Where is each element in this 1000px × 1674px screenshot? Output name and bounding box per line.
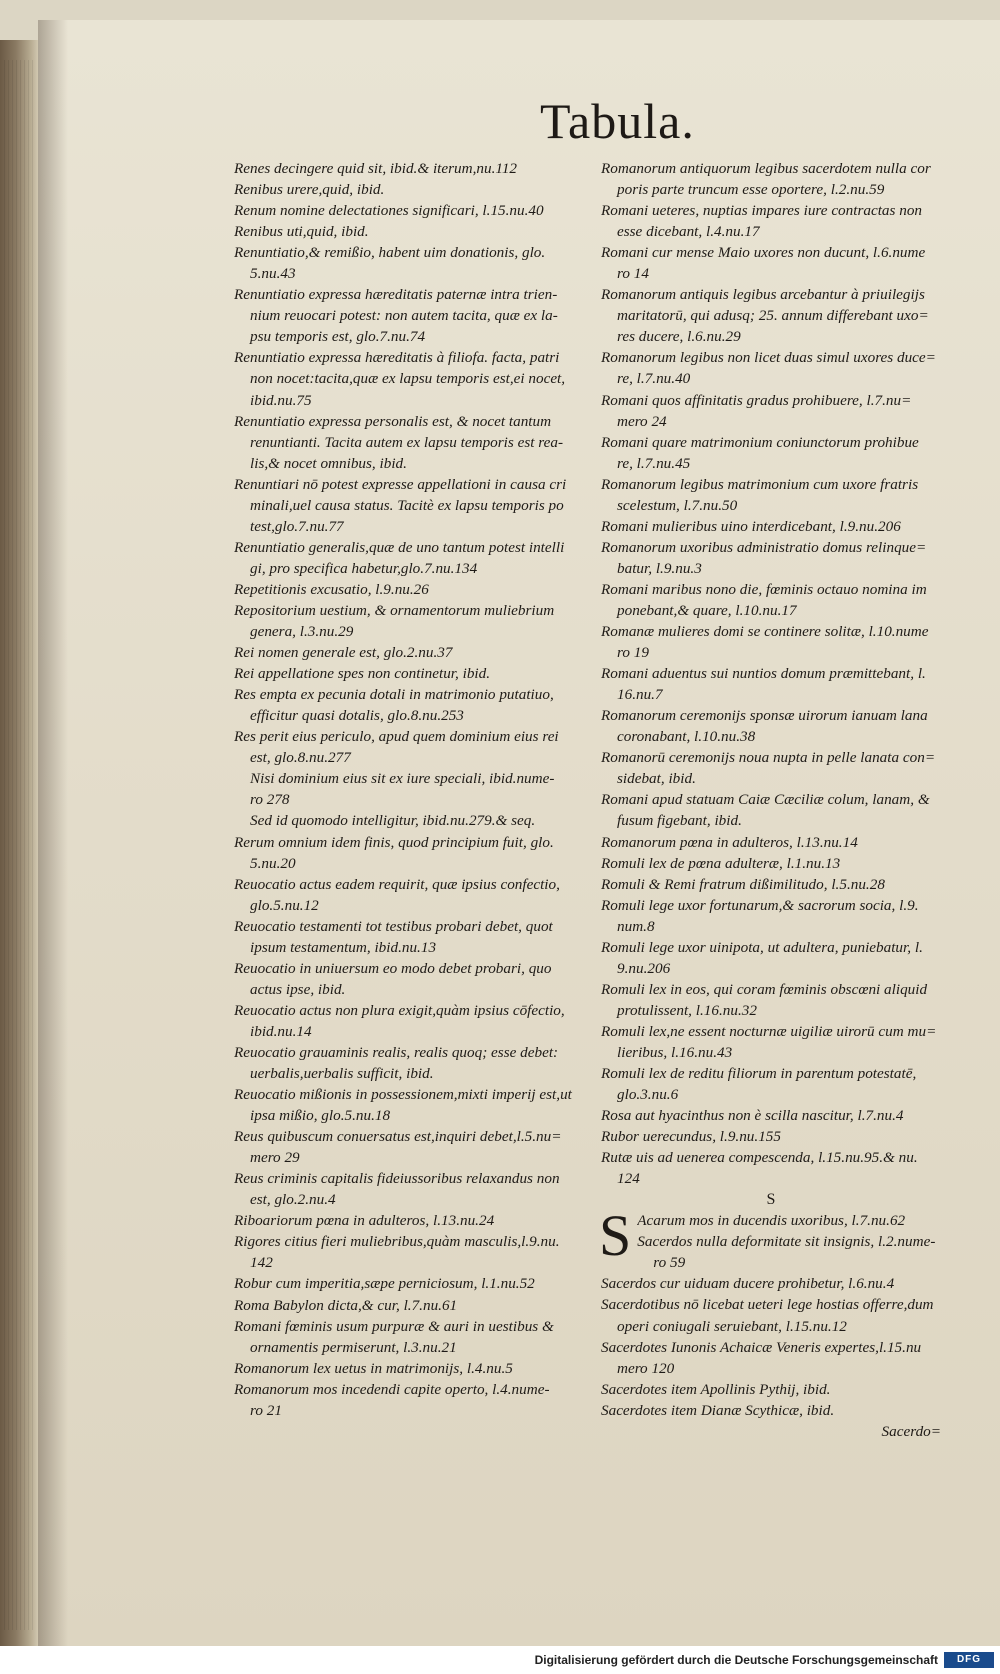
index-line: 16.nu.7 <box>617 686 663 704</box>
index-line: scelestum, l.7.nu.50 <box>617 496 738 514</box>
index-line: ponebant,& quare, l.10.nu.17 <box>617 601 797 619</box>
index-line: Sacerdotes item Dianæ Scythicæ, ibid. <box>601 1401 835 1419</box>
index-line: maritatorū, qui adusq; 25. annum differebant uxo= <box>617 307 929 325</box>
index-line: Romanorum lex uetus in matrimonijs, l.4.nu.5 <box>234 1359 513 1377</box>
index-line: Res perit eius periculo, apud quem dominium eius rei <box>234 728 559 746</box>
index-line: Romanorum ceremonijs sponsæ uirorum ianuam lana <box>601 707 928 725</box>
drop-cap-s: S <box>599 1203 632 1269</box>
index-line: Romanorum antiquis legibus arcebantur à priuilegijs <box>601 286 925 304</box>
index-line: Rutæ uis ad uenerea compescenda, l.15.nu.95.& nu. <box>601 1149 918 1167</box>
index-line: 5.nu.43 <box>250 265 296 283</box>
index-line: Rerum omnium idem finis, quod principium fuit, glo. <box>234 833 554 851</box>
index-line: Renum nomine delectationes significari, l.15.nu.40 <box>234 202 544 220</box>
index-line: esse dicebant, l.4.nu.17 <box>617 223 760 241</box>
index-line: Sacerdotibus nō licebat ueteri lege hostias offerre,dum <box>601 1296 934 1314</box>
index-line: Romani quare matrimonium coniunctorum prohibue <box>601 433 919 451</box>
page-title: Tabula. <box>540 93 695 149</box>
index-line: Romuli lex in eos, qui coram fœminis obscœni aliquid <box>601 980 928 998</box>
footer-credit: Digitalisierung gefördert durch die Deutsche Forschungsgemeinschaft <box>534 1653 938 1667</box>
index-line: lis,& nocet omnibus, ibid. <box>250 454 407 472</box>
index-line: Romuli & Remi fratrum dißimilitudo, l.5.nu.28 <box>601 875 885 893</box>
index-line: psu temporis est, glo.7.nu.74 <box>250 328 426 346</box>
index-line: Nisi dominium eius sit ex iure speciali, ibid.nume- <box>250 770 555 788</box>
index-line: Reuocatio in uniuersum eo modo debet probari, quo <box>234 959 552 977</box>
index-line: Reuocatio mißionis in possessionem,mixti imperij est,ut <box>234 1086 572 1104</box>
index-line: re, l.7.nu.45 <box>617 454 691 472</box>
index-column-right <box>601 158 941 1442</box>
index-line: actus ipse, ibid. <box>250 980 346 998</box>
catchword: Sacerdo= <box>881 1422 941 1440</box>
index-line: Renuntiari nō potest expresse appellationi in causa cri <box>234 475 567 493</box>
index-line: Sacerdos cur uiduam ducere prohibetur, l.6.nu.4 <box>601 1275 895 1293</box>
index-line: Sacerdotes item Apollinis Pythij, ibid. <box>601 1380 831 1398</box>
index-line: Reuocatio actus non plura exigit,quàm ipsius cōfectio, <box>234 1001 565 1019</box>
index-line: ornamentis permiserunt, l.3.nu.21 <box>250 1338 457 1356</box>
index-line: Romanorum mos incedendi capite operto, l.4.nume- <box>234 1380 550 1398</box>
index-line: sidebat, ibid. <box>617 770 696 788</box>
index-line: Rei nomen generale est, glo.2.nu.37 <box>234 644 453 662</box>
index-entries-s <box>599 1203 941 1420</box>
index-line: Renuntiatio,& remißio, habent uim donationis, glo. <box>234 244 546 262</box>
index-line: Sacerdos nulla deformitate sit insignis, l.2.nume- <box>637 1233 936 1251</box>
index-line: ro 19 <box>617 644 649 662</box>
index-line: lieribus, l.16.nu.43 <box>617 1043 733 1061</box>
index-line: Romuli lex de reditu filiorum in parentum potestatē, <box>601 1065 917 1083</box>
index-line: Reuocatio testamenti tot testibus probari debet, quot <box>234 917 553 935</box>
index-line: Romuli lex,ne essent nocturnæ uigiliæ uirorū cum mu= <box>601 1022 937 1040</box>
index-line: nium reuocari potest: non autem tacita, quæ ex la- <box>250 307 558 325</box>
index-line: Romanorum legibus matrimonium cum uxore fratris <box>601 475 919 493</box>
index-line: Romani mulieribus uino interdicebant, l.9.nu.206 <box>601 517 901 535</box>
index-line: uerbalis,uerbalis sufficit, ibid. <box>250 1065 434 1083</box>
index-line: Romani maribus nono die, fœminis octauo nomina im <box>601 580 927 598</box>
index-line: 124 <box>617 1170 640 1188</box>
index-line: non nocet:tacita,quæ ex lapsu temporis est,ei nocet, <box>250 370 566 388</box>
index-line: genera, l.3.nu.29 <box>250 623 354 641</box>
index-line: gi, pro specifica habetur,glo.7.nu.134 <box>250 559 478 577</box>
index-line: Rei appellatione spes non continetur, ibid. <box>234 665 491 683</box>
index-line: Romanorum uxoribus administratio domus relinque= <box>601 538 927 556</box>
index-line: num.8 <box>617 917 655 935</box>
index-line: Romuli lex de pœna adulteræ, l.1.nu.13 <box>601 854 841 872</box>
index-line: Rosa aut hyacinthus non è scilla nascitur, l.7.nu.4 <box>601 1107 904 1125</box>
index-line: ibid.nu.14 <box>250 1022 312 1040</box>
index-line: Romanorum legibus non licet duas simul uxores duce= <box>601 349 936 367</box>
index-line: Sacerdotes Iunonis Achaicæ Veneris expertes,l.15.nu <box>601 1338 922 1356</box>
index-line: ro 14 <box>617 265 649 283</box>
index-line: 5.nu.20 <box>250 854 296 872</box>
gutter-shadow <box>38 20 68 1646</box>
index-line: est, glo.8.nu.277 <box>250 749 351 767</box>
index-line: mero 29 <box>250 1149 300 1167</box>
index-column-left <box>234 158 582 1421</box>
index-line: minali,uel causa status. Tacitè ex lapsu temporis po <box>250 496 564 514</box>
index-line: operi coniugali seruiebant, l.15.nu.12 <box>617 1317 847 1335</box>
index-line: Roma Babylon dicta,& cur, l.7.nu.61 <box>234 1296 458 1314</box>
index-line: Renuntiatio expressa hæreditatis paternæ intra trien- <box>234 286 558 304</box>
index-line: Romanorum antiquorum legibus sacerdotem nulla cor <box>601 160 931 177</box>
index-line: ipsum testamentum, ibid.nu.13 <box>250 938 437 956</box>
index-line: Repetitionis excusatio, l.9.nu.26 <box>234 580 429 598</box>
footer-bar <box>0 1646 1000 1674</box>
index-line: Reus criminis capitalis fideiussoribus relaxandus non <box>234 1170 560 1188</box>
index-line: Romanorum pœna in adulteros, l.13.nu.14 <box>601 833 858 851</box>
index-line: Romani fœminis usum purpuræ & auri in uestibus & <box>234 1317 554 1335</box>
index-line: Romani quos affinitatis gradus prohibuere, l.7.nu= <box>601 391 912 409</box>
index-line: Renuntiatio generalis,quæ de uno tantum potest intelli <box>234 538 565 556</box>
index-line: poris parte truncum esse oportere, l.2.nu.59 <box>617 181 885 199</box>
index-line: Rigores citius fieri muliebribus,quàm masculis,l.9.nu. <box>234 1233 560 1251</box>
index-line: test,glo.7.nu.77 <box>250 517 344 535</box>
index-line: Romani ueteres, nuptias impares iure contractas non <box>601 202 923 220</box>
index-line: Reus quibuscum conuersatus est,inquiri debet,l.5.nu= <box>234 1128 562 1146</box>
index-line: Renuntiatio expressa personalis est, & nocet tantum <box>234 412 552 430</box>
index-line: batur, l.9.nu.3 <box>617 559 702 577</box>
index-line: Sed id quomodo intelligitur, ibid.nu.279.& seq. <box>250 812 536 830</box>
index-line: Romanorū ceremonijs noua nupta in pelle lanata con= <box>601 749 936 767</box>
index-line: res ducere, l.6.nu.29 <box>617 328 741 346</box>
index-line: renuntianti. Tacita autem ex lapsu temporis est rea- <box>250 433 564 451</box>
index-line: est, glo.2.nu.4 <box>250 1191 336 1209</box>
index-line: 9.nu.206 <box>617 959 671 977</box>
index-line: Riboariorum pœna in adulteros, l.13.nu.24 <box>234 1212 495 1230</box>
index-line: Reuocatio grauaminis realis, realis quoq; esse debet: <box>234 1043 559 1061</box>
index-line: Romuli lege uxor fortunarum,& sacrorum socia, l.9. <box>601 896 919 914</box>
index-line: ro 21 <box>250 1401 282 1419</box>
dfg-logo: DFG <box>944 1652 994 1668</box>
index-line: 142 <box>250 1254 273 1272</box>
index-entries-r <box>601 158 941 1189</box>
index-line: Renibus uti,quid, ibid. <box>234 223 369 241</box>
index-line: ro 59 <box>653 1254 686 1272</box>
index-line: Romani aduentus sui nuntios domum præmittebant, l. <box>601 665 926 683</box>
index-line: Robur cum imperitia,sæpe perniciosum, l.1.nu.52 <box>234 1275 535 1293</box>
index-line: efficitur quasi dotalis, glo.8.nu.253 <box>250 707 464 725</box>
index-line: protulissent, l.16.nu.32 <box>617 1001 757 1019</box>
section-letter-s: S <box>766 1191 776 1209</box>
index-line: Romani apud statuam Caiæ Cæciliæ colum, lanam, & <box>601 791 930 809</box>
index-line: coronabant, l.10.nu.38 <box>617 728 756 746</box>
index-line: ipsa mißio, glo.5.nu.18 <box>250 1107 391 1125</box>
index-line: Romanæ mulieres domi se continere solitæ, l.10.nume <box>601 623 929 641</box>
index-line: Res empta ex pecunia dotali in matrimonio putatiuo, <box>234 686 554 704</box>
index-line: re, l.7.nu.40 <box>617 370 691 388</box>
index-line: Romani cur mense Maio uxores non ducunt, l.6.nume <box>601 244 926 262</box>
index-line: mero 120 <box>617 1359 675 1377</box>
index-line: Reuocatio actus eadem requirit, quæ ipsius confectio, <box>234 875 560 893</box>
index-line: Renuntiatio expressa hæreditatis à filiofa. facta, patri <box>234 349 560 367</box>
index-line: Renes decingere quid sit, ibid.& iterum,nu.112 <box>234 160 518 177</box>
index-line: glo.5.nu.12 <box>250 896 319 914</box>
index-line: Acarum mos in ducendis uxoribus, l.7.nu.62 <box>637 1212 906 1230</box>
index-line: mero 24 <box>617 412 667 430</box>
index-line: Romuli lege uxor uinipota, ut adultera, puniebatur, l. <box>601 938 923 956</box>
index-line: glo.3.nu.6 <box>617 1086 679 1104</box>
index-line: Repositorium uestium, & ornamentorum muliebrium <box>234 601 555 619</box>
index-line: fusum figebant, ibid. <box>617 812 742 830</box>
index-line: Rubor uerecundus, l.9.nu.155 <box>601 1128 781 1146</box>
index-line: ro 278 <box>250 791 290 809</box>
book-edge-lines <box>4 60 36 1630</box>
index-line: Renibus urere,quid, ibid. <box>234 181 385 199</box>
index-line: ibid.nu.75 <box>250 391 312 409</box>
